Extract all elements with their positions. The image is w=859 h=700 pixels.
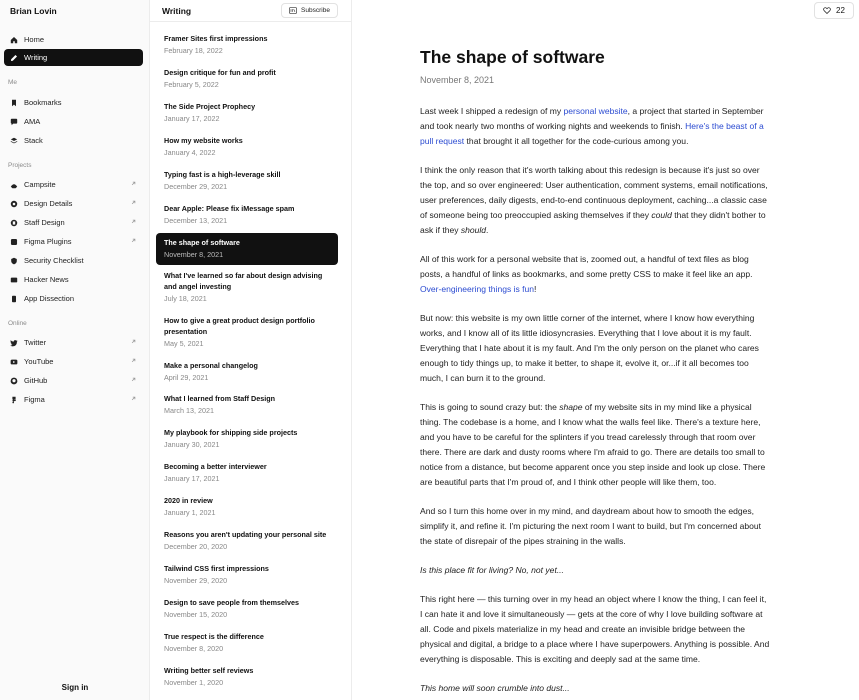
paragraph — [420, 681, 770, 696]
external-link-icon — [130, 199, 137, 206]
post-date: January 17, 2021 — [164, 474, 220, 483]
sidebar-item-label: Bookmarks — [24, 98, 62, 107]
youtube-icon — [10, 358, 18, 366]
over-engineering-link[interactable]: Over-engineering things is fun — [420, 284, 535, 294]
external-link-icon — [130, 338, 137, 345]
post-title: Tailwind CSS first impressions — [164, 564, 269, 573]
list-item[interactable] — [156, 461, 338, 484]
post-date: February 18, 2022 — [164, 46, 223, 55]
list-item[interactable] — [156, 360, 338, 383]
sidebar-item-label: Staff Design — [24, 218, 65, 227]
post-date: December 20, 2020 — [164, 542, 228, 551]
post-title: Becoming a better interviewer — [164, 462, 267, 471]
chat-icon — [10, 118, 18, 126]
text: I think the only reason that it's worth talking about this redesign is because it's just so over the top, and so over engineered: User authentication, comment systems, email notifications, user preferences, daily digests, end-to-end continuous deployment, caching...a classic case of someone being too preoccupied asking themselves if they — [420, 165, 768, 220]
like-count: 22 — [836, 6, 845, 15]
pull-request-link[interactable]: Here's the beast of a pull request — [420, 121, 764, 146]
external-link-icon — [130, 218, 137, 225]
sidebar-item-label: AMA — [24, 117, 41, 126]
list-item[interactable] — [156, 270, 338, 304]
text: of my website sits in my mind like a physical thing. The codebase is a home, and I know what the walls feel like. There's a texture here, and you have to be careful for the splinters if you tread carelessly through that room over there. There are dark and dusty rooms where I'm afraid to go. There are details too small to notice from a distance, but become apparent once you step inside and look up close. There are beautiful parts that I'm proud of, and I think other people will like them, too. — [420, 402, 766, 487]
post-date: January 4, 2022 — [164, 148, 216, 157]
sidebar-item-staff-design[interactable] — [4, 214, 143, 231]
sidebar-item-label: Campsite — [24, 180, 56, 189]
list-item[interactable] — [156, 33, 338, 56]
sidebar-item-figma[interactable] — [4, 391, 143, 408]
rss-icon — [289, 7, 297, 14]
post-title: Writing better self reviews — [164, 666, 254, 675]
emphasis: shape — [559, 402, 583, 412]
list-item[interactable] — [156, 67, 338, 90]
paragraph — [420, 104, 770, 149]
post-date: February 5, 2022 — [164, 80, 219, 89]
subscribe-label: Subscribe — [301, 7, 330, 14]
sign-in-button[interactable]: Sign in — [61, 683, 89, 692]
sidebar-item-campsite[interactable] — [4, 176, 143, 193]
post-date: July 18, 2021 — [164, 294, 207, 303]
sidebar-item-stack[interactable] — [4, 132, 143, 149]
sidebar-item-label: GitHub — [24, 376, 48, 385]
post-title: Dear Apple: Please fix iMessage spam — [164, 204, 295, 213]
list-title: Writing — [162, 6, 192, 16]
sidebar-item-label: Hacker News — [24, 275, 69, 284]
sidebar-item-label: Figma — [24, 395, 45, 404]
article-pane — [352, 0, 859, 700]
text: This is going to sound crazy but: the — [420, 402, 560, 412]
personal-website-link[interactable]: personal website — [563, 106, 628, 116]
home-icon — [10, 36, 18, 44]
post-title: Typing fast is a high-leverage skill — [164, 170, 281, 179]
post-title: Design to save people from themselves — [164, 598, 300, 607]
sidebar-item-label: Home — [24, 35, 45, 44]
sidebar-item-ama[interactable] — [4, 113, 143, 130]
list-item[interactable] — [156, 495, 338, 518]
post-date: January 17, 2022 — [164, 114, 220, 123]
list-item[interactable] — [156, 393, 338, 416]
campsite-icon — [10, 181, 18, 189]
sidebar-item-home[interactable] — [4, 31, 143, 48]
paragraph — [420, 400, 770, 490]
sidebar-item-label: Writing — [24, 53, 48, 62]
post-title: What I learned from Staff Design — [164, 394, 276, 403]
post-title: Framer Sites first impressions — [164, 34, 268, 43]
list-item[interactable] — [156, 203, 338, 226]
sidebar-item-label: Figma Plugins — [24, 237, 72, 246]
twitter-icon — [10, 339, 18, 347]
text: that they didn't bother to ask if they — [420, 210, 766, 235]
list-item[interactable] — [156, 101, 338, 124]
sidebar-item-label: Stack — [24, 136, 43, 145]
list-item-active[interactable] — [156, 233, 338, 265]
sidebar-item-writing[interactable] — [4, 49, 143, 66]
like-button[interactable] — [814, 2, 854, 19]
sidebar-item-security-checklist[interactable] — [4, 252, 143, 269]
sidebar-item-github[interactable] — [4, 372, 143, 389]
post-date: December 13, 2021 — [164, 216, 228, 225]
list-item[interactable] — [156, 529, 338, 552]
paragraph — [420, 163, 770, 238]
brand-name[interactable]: Brian Lovin — [10, 6, 57, 16]
post-date: December 29, 2021 — [164, 182, 228, 191]
emphasis: Is this place fit for living? No, not yet... — [420, 565, 564, 575]
external-link-icon — [130, 180, 137, 187]
post-date: March 13, 2021 — [164, 406, 214, 415]
github-icon — [10, 377, 18, 385]
bookmark-icon — [10, 99, 18, 107]
list-item[interactable] — [156, 665, 338, 688]
external-link-icon — [130, 395, 137, 402]
list-item[interactable] — [156, 563, 338, 586]
paragraph — [420, 563, 770, 578]
text: that brought it all together for the code-curious among you. — [464, 136, 689, 146]
emphasis: should — [460, 225, 487, 235]
page-title: The shape of software — [420, 47, 605, 67]
text: All of this work for a personal website that is, zoomed out, a handful of text files as blog posts, a handful of links as bookmarks, and some pretty CSS to make it feel like an app. — [420, 254, 753, 279]
sidebar-item-app-dissection[interactable] — [4, 290, 143, 307]
post-date: November 29, 2020 — [164, 576, 228, 585]
external-link-icon — [130, 376, 137, 383]
article-body — [420, 104, 770, 700]
list-item[interactable] — [156, 135, 338, 158]
app-dissection-icon — [10, 295, 18, 303]
heart-icon — [823, 7, 831, 14]
sidebar-item-figma-plugins[interactable] — [4, 233, 143, 250]
post-title: My playbook for shipping side projects — [164, 428, 298, 437]
emphasis: This home will soon crumble into dust... — [420, 683, 570, 693]
sidebar-item-twitter[interactable] — [4, 334, 143, 351]
post-date: November 8, 2020 — [164, 644, 224, 653]
paragraph: This right here — this turning over in my head an object where I know the thing, I can feel it, I can hate it and love it simultaneously — gets at the core of why I love building software at all. Code and pixels materialize in my head and create an invisible bridge between the physical and digital, a bridge to a place where I have superpowers. Anything is possible. And everything is disposable. This is exciting and deeply sad at the same time. — [420, 594, 770, 664]
sidebar — [0, 0, 150, 700]
sidebar-item-label: Security Checklist — [24, 256, 84, 265]
post-date: April 29, 2021 — [164, 373, 209, 382]
post-title: How to give a great product design portfolio presentation — [164, 316, 315, 336]
sidebar-item-hacker-news[interactable] — [4, 271, 143, 288]
post-date: January 1, 2021 — [164, 508, 216, 517]
post-title: How my website works — [164, 136, 243, 145]
hacker-news-icon — [10, 276, 18, 284]
paragraph: But now: this website is my own little corner of the internet, where I know how everything works, and I know all of its little idiosyncrasies. Everything that I love about it is my fault. Everything that I hate about it is my fault. And I'm the only person on the planet who cares enough to tidy things up, to make it better, to shape it, evolve it, or...if it all becomes too much, I can burn it to the ground. — [420, 313, 759, 383]
section-label-online: Online — [8, 320, 27, 327]
sidebar-item-bookmarks[interactable] — [4, 94, 143, 111]
pen-icon — [10, 54, 18, 62]
sidebar-item-design-details[interactable] — [4, 195, 143, 212]
text: . — [486, 225, 489, 235]
post-date: November 15, 2020 — [164, 610, 228, 619]
staff-design-icon — [10, 219, 18, 227]
layers-icon — [10, 137, 18, 145]
list-item[interactable] — [156, 315, 338, 349]
emphasis: could — [651, 210, 672, 220]
subscribe-button[interactable] — [281, 3, 338, 18]
text: Last week I shipped a redesign of my — [420, 106, 564, 116]
shield-icon — [10, 257, 18, 265]
external-link-icon — [130, 237, 137, 244]
post-title: Make a personal changelog — [164, 361, 258, 370]
post-title: 2020 in review — [164, 496, 213, 505]
sidebar-item-label: App Dissection — [24, 294, 75, 303]
design-details-icon — [10, 200, 18, 208]
post-date: November 1, 2020 — [164, 678, 224, 687]
sidebar-item-label: YouTube — [24, 357, 54, 366]
sidebar-item-youtube[interactable] — [4, 353, 143, 370]
figma-plugins-icon — [10, 238, 18, 246]
list-item[interactable] — [156, 427, 338, 450]
post-title: The shape of software — [164, 238, 240, 247]
list-item[interactable] — [156, 597, 338, 620]
sidebar-item-label: Design Details — [24, 199, 73, 208]
paragraph: And so I turn this home over in my mind, and daydream about how to smooth the edges, simplify it, and refine it. I'm picturing the next room I want to build, but I'm concerned about the state of disrepair of the pipes straining in the walls. — [420, 506, 762, 546]
text: ! — [534, 284, 537, 294]
post-title: What I've learned so far about design advising and angel investing — [164, 271, 323, 291]
post-title: The Side Project Prophecy — [164, 102, 256, 111]
post-title: Reasons you aren't updating your personal site — [164, 530, 327, 539]
paragraph — [420, 252, 770, 297]
writing-list-pane — [150, 0, 352, 700]
external-link-icon — [130, 357, 137, 364]
text: , a project that started in September and took nearly two months of working nights and weekends to finish. — [420, 106, 764, 131]
section-label-projects: Projects — [8, 162, 32, 169]
post-title: Design critique for fun and profit — [164, 68, 276, 77]
post-title: True respect is the difference — [164, 632, 264, 641]
post-date: May 5, 2021 — [164, 339, 204, 348]
section-label-me: Me — [8, 79, 18, 86]
post-date: November 8, 2021 — [164, 250, 224, 259]
figma-icon — [10, 396, 18, 404]
list-item[interactable] — [156, 169, 338, 192]
article-date: November 8, 2021 — [420, 75, 495, 85]
list-item[interactable] — [156, 631, 338, 654]
list-divider — [150, 21, 352, 22]
post-date: January 30, 2021 — [164, 440, 220, 449]
sidebar-item-label: Twitter — [24, 338, 47, 347]
